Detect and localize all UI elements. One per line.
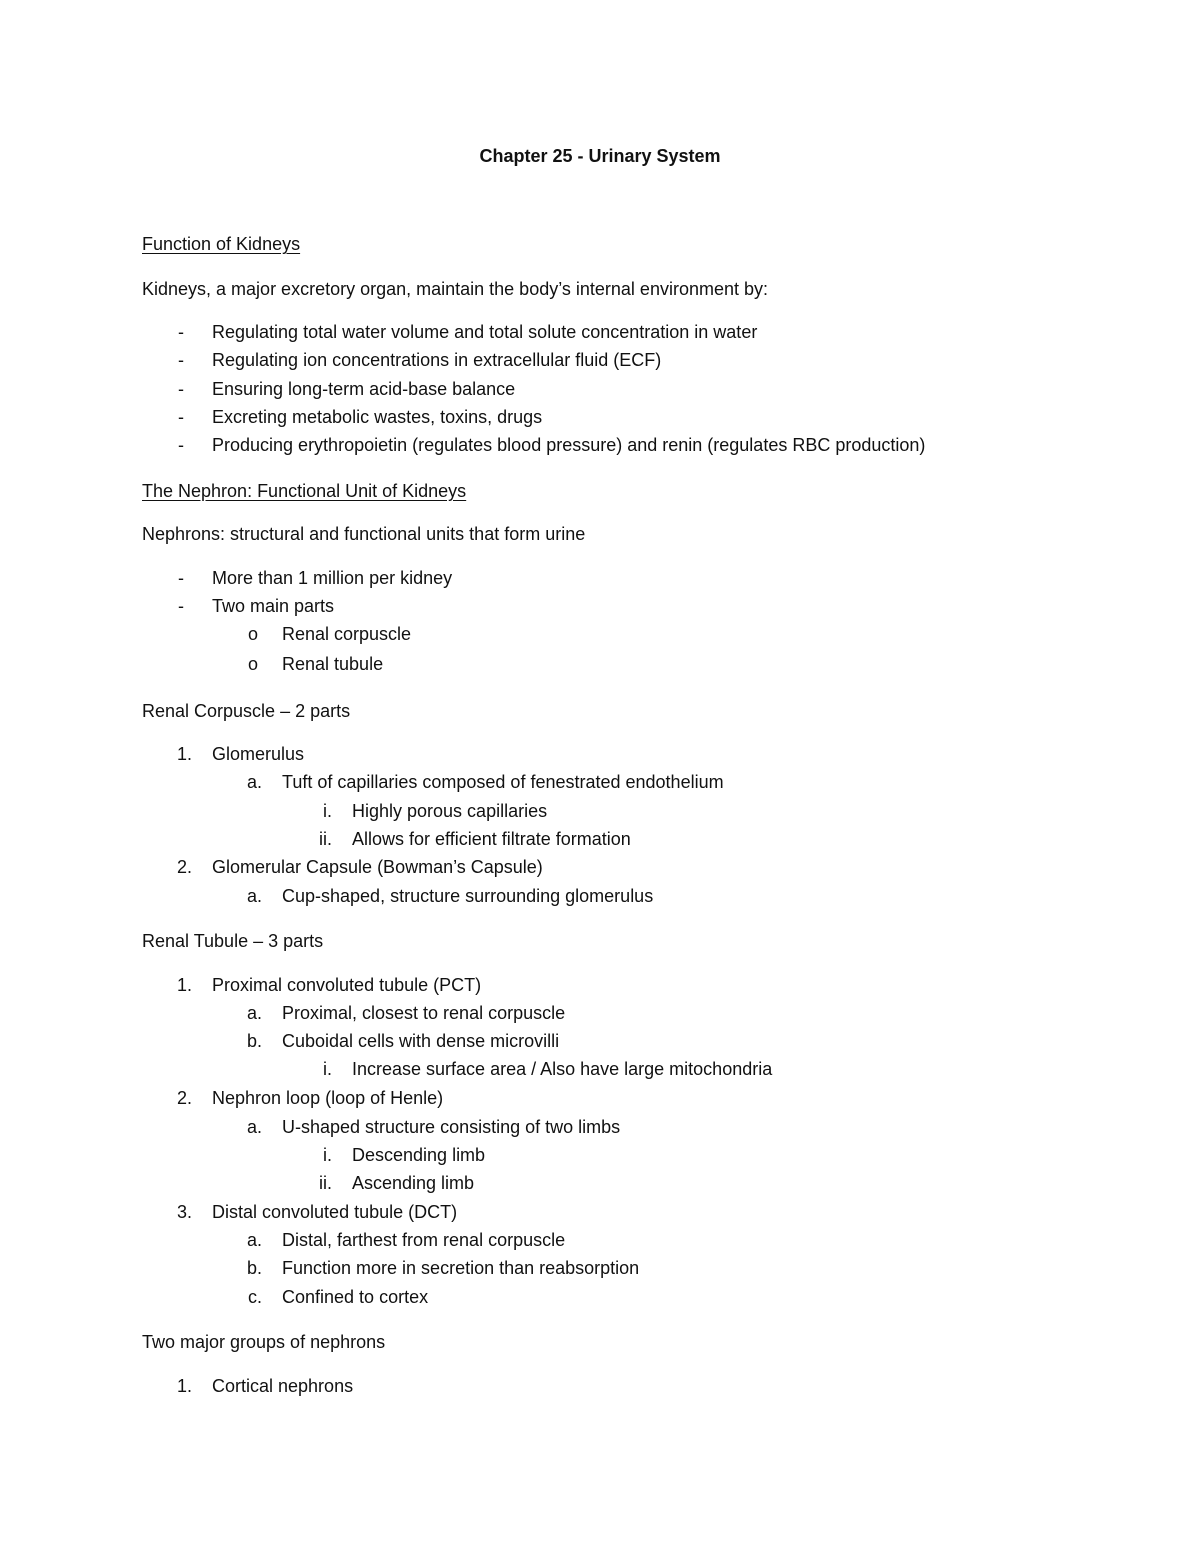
bullet-dash: - <box>178 407 184 427</box>
list-letter: a. <box>246 1230 262 1250</box>
list-item: Distal convoluted tubule (DCT) <box>212 1202 458 1222</box>
list-letter: a. <box>246 1003 262 1023</box>
bullet-dash: - <box>178 322 184 342</box>
list-letter: a. <box>246 772 262 792</box>
nephron-subbullet: Renal tubule <box>282 654 384 674</box>
list-item: Function more in secretion than reabsorption <box>282 1258 640 1278</box>
list-number: 3. <box>176 1202 192 1222</box>
list-letter: b. <box>246 1031 262 1051</box>
list-number: 1. <box>176 975 192 995</box>
section-heading-groups: Two major groups of nephrons <box>142 1332 386 1352</box>
list-item: Cortical nephrons <box>212 1376 354 1396</box>
nephron-subbullet: Renal corpuscle <box>282 624 412 644</box>
list-roman: i. <box>323 1145 332 1165</box>
function-bullet: Regulating ion concentrations in extracellular fluid (ECF) <box>212 350 662 370</box>
list-roman: ii. <box>319 829 332 849</box>
nephron-bullet: Two main parts <box>212 596 335 616</box>
bullet-dash: - <box>178 350 184 370</box>
list-roman: ii. <box>319 1173 332 1193</box>
bullet-circle: o <box>247 624 258 644</box>
bullet-circle: o <box>247 654 258 674</box>
page-title: Chapter 25 - Urinary System <box>479 146 721 166</box>
list-item: Confined to cortex <box>282 1287 429 1307</box>
list-item: Nephron loop (loop of Henle) <box>212 1088 444 1108</box>
list-roman: i. <box>323 1059 332 1079</box>
list-item: Cuboidal cells with dense microvilli <box>282 1031 560 1051</box>
list-number: 2. <box>176 857 192 877</box>
bullet-dash: - <box>178 379 184 399</box>
list-number: 1. <box>176 744 192 764</box>
list-item: Ascending limb <box>352 1173 475 1193</box>
list-number: 1. <box>176 1376 192 1396</box>
list-item: Tuft of capillaries composed of fenestrated endothelium <box>282 772 724 792</box>
list-item: Glomerular Capsule (Bowman’s Capsule) <box>212 857 543 877</box>
list-item: Allows for efficient filtrate formation <box>352 829 631 849</box>
list-item: Proximal convoluted tubule (PCT) <box>212 975 482 995</box>
section-heading-tubule: Renal Tubule – 3 parts <box>142 931 324 951</box>
bullet-dash: - <box>178 596 184 616</box>
list-roman: i. <box>323 801 332 821</box>
list-item: Proximal, closest to renal corpuscle <box>282 1003 566 1023</box>
list-letter: a. <box>246 1117 262 1137</box>
list-item: Highly porous capillaries <box>352 801 548 821</box>
list-item: Descending limb <box>352 1145 486 1165</box>
section-heading-corpuscle: Renal Corpuscle – 2 parts <box>142 701 351 721</box>
list-letter: b. <box>246 1258 262 1278</box>
function-intro: Kidneys, a major excretory organ, maintain the body’s internal environment by: <box>142 279 768 299</box>
bullet-dash: - <box>178 435 184 455</box>
nephron-bullet: More than 1 million per kidney <box>212 568 453 588</box>
function-bullet: Excreting metabolic wastes, toxins, drugs <box>212 407 543 427</box>
function-bullet: Ensuring long-term acid-base balance <box>212 379 516 399</box>
function-bullet: Regulating total water volume and total solute concentration in water <box>212 322 758 342</box>
list-item: Distal, farthest from renal corpuscle <box>282 1230 566 1250</box>
list-item: Glomerulus <box>212 744 305 764</box>
list-item: U-shaped structure consisting of two limbs <box>282 1117 621 1137</box>
nephron-intro: Nephrons: structural and functional units that form urine <box>142 524 586 544</box>
function-bullet: Producing erythropoietin (regulates blood pressure) and renin (regulates RBC production) <box>212 435 926 455</box>
list-number: 2. <box>176 1088 192 1108</box>
list-letter: a. <box>246 886 262 906</box>
bullet-dash: - <box>178 568 184 588</box>
list-item: Cup-shaped, structure surrounding glomerulus <box>282 886 654 906</box>
section-heading-nephron: The Nephron: Functional Unit of Kidneys <box>142 481 467 501</box>
list-letter: c. <box>247 1287 262 1307</box>
section-heading-function: Function of Kidneys <box>142 234 301 254</box>
list-item: Increase surface area / Also have large mitochondria <box>352 1059 773 1079</box>
